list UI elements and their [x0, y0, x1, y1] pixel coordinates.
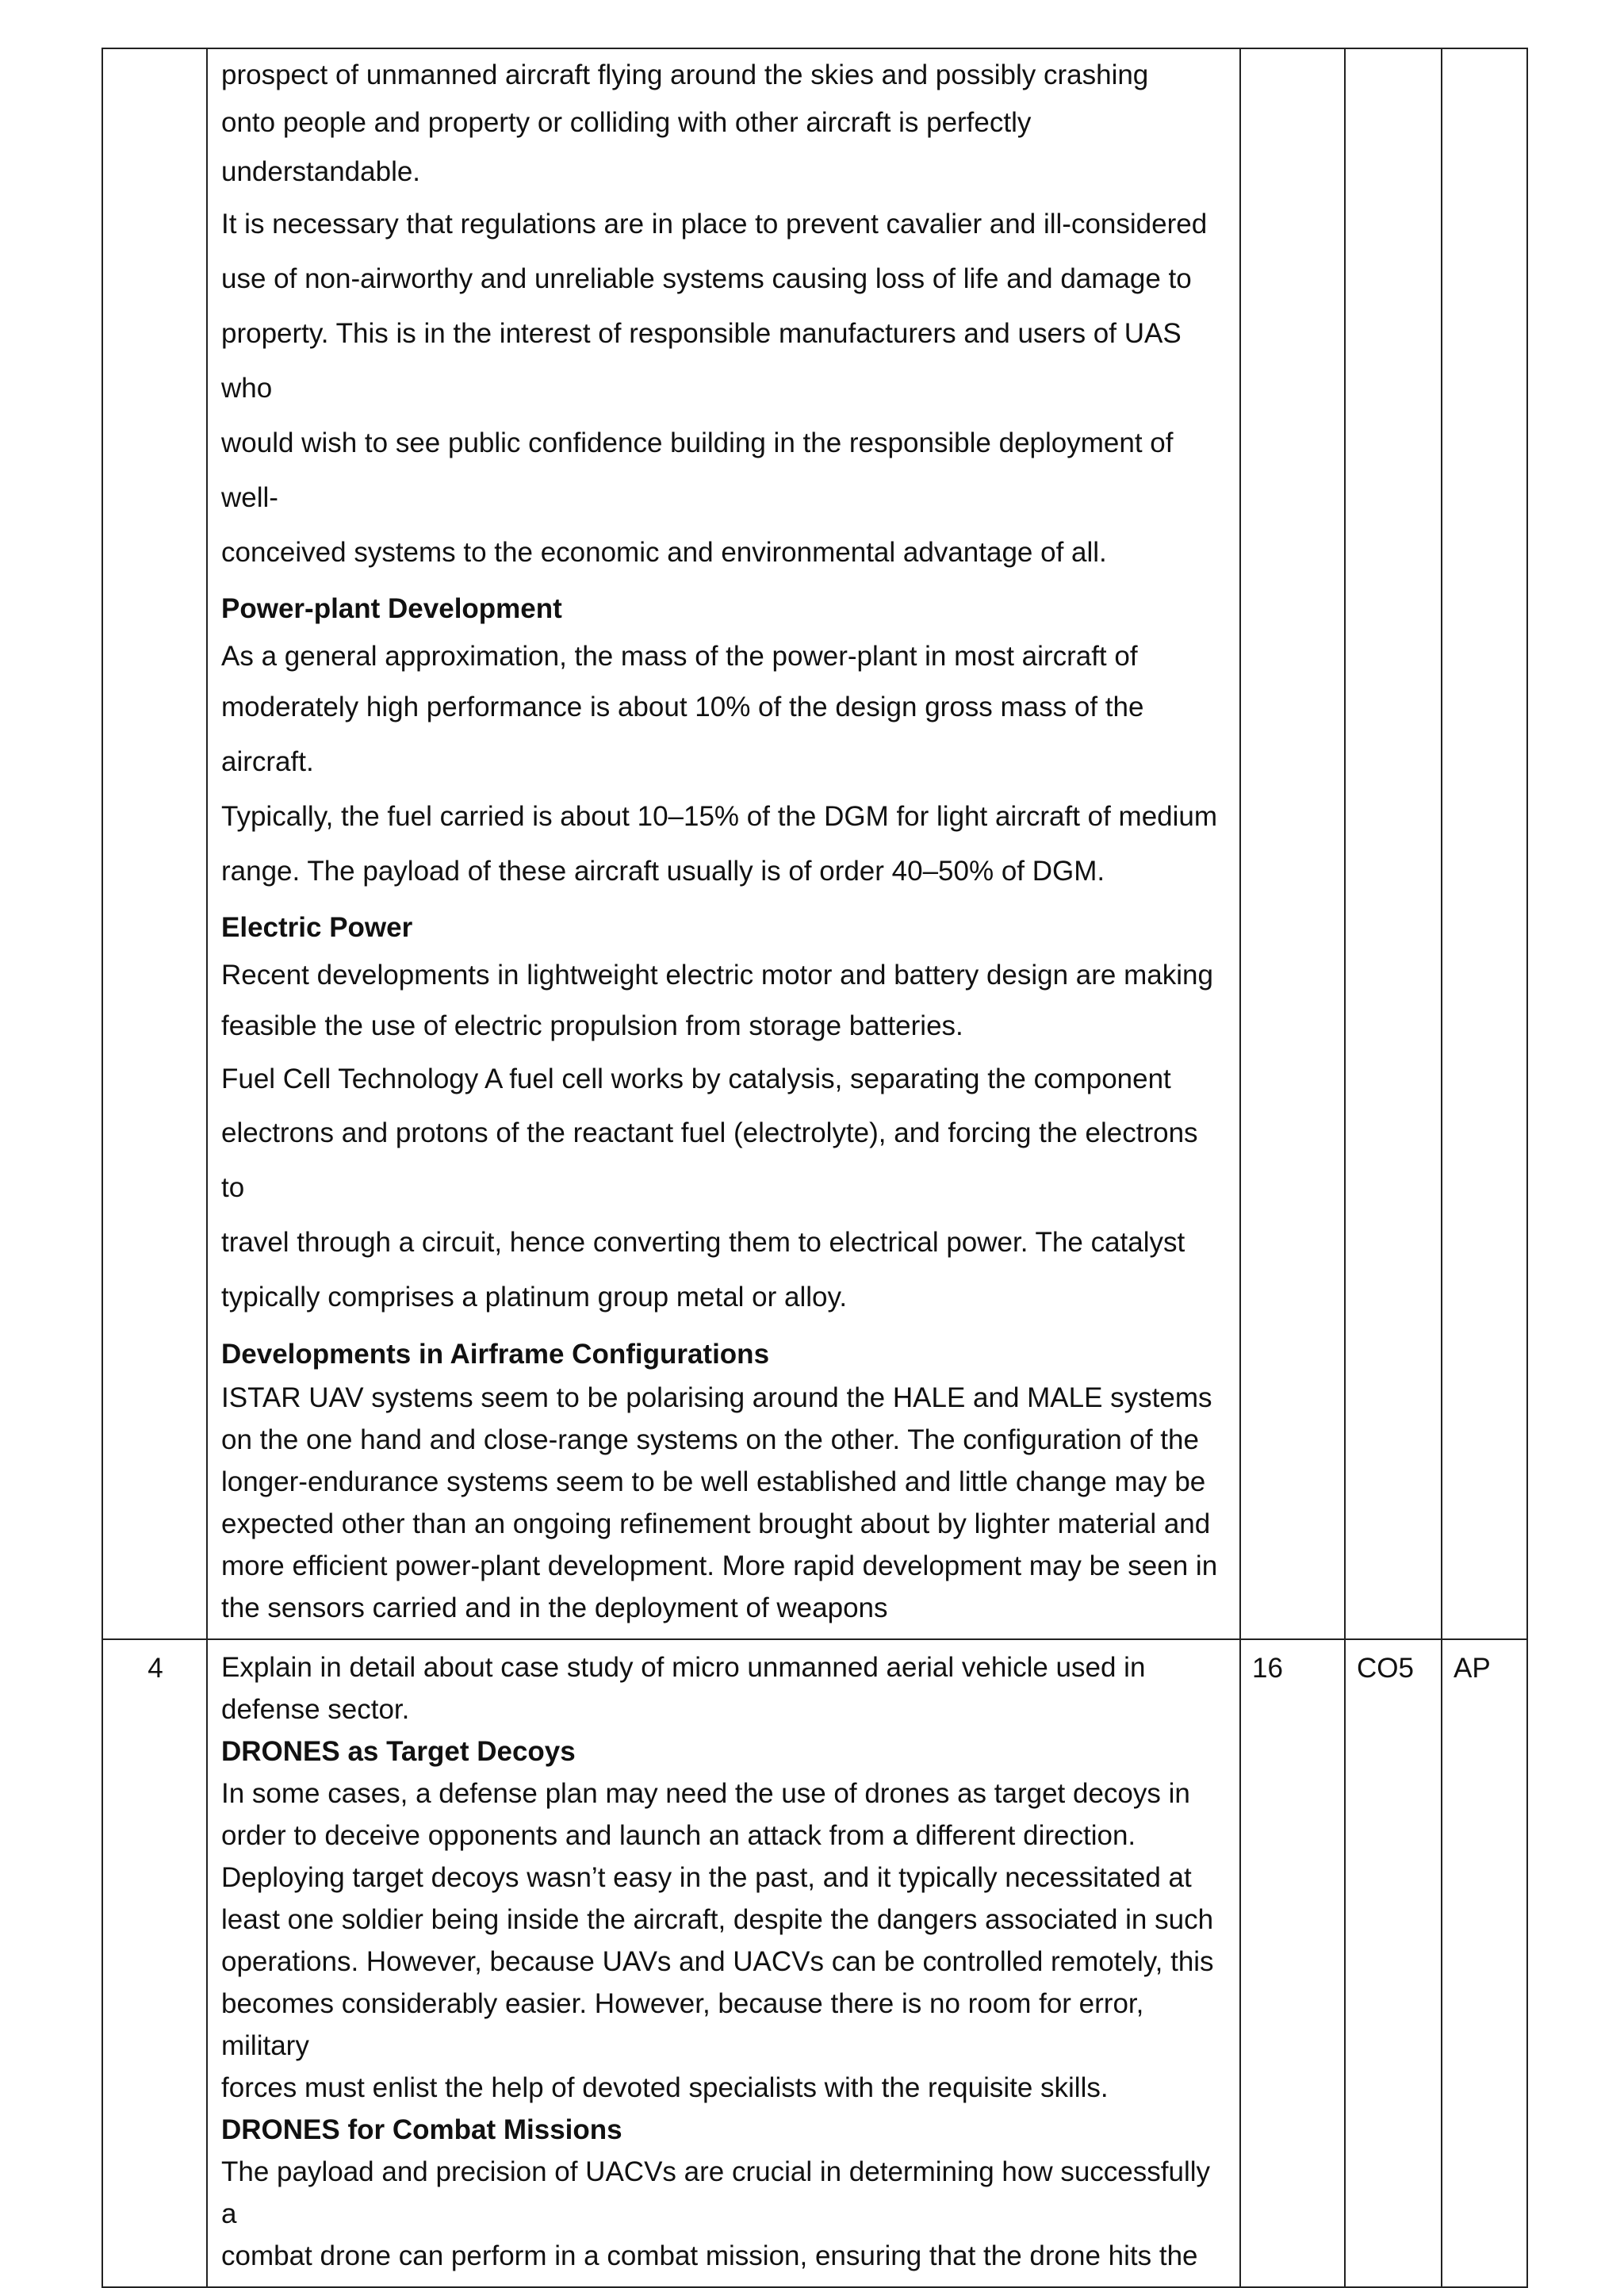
text-line: Explain in detail about case study of micro unmanned aerial vehicle used in [221, 1652, 1146, 1683]
text-line: the sensors carried and in the deployment of weapons [221, 1592, 888, 1623]
electric-power-section [221, 903, 1220, 1324]
question-number: 4 [102, 1639, 207, 2287]
combat-section [221, 2109, 1220, 2277]
text-line: Deploying target decoys wasn’t easy in the past, and it typically necessitated at [221, 1862, 1192, 1893]
text-line: order to deceive opponents and launch an attack from a different direction. [221, 1820, 1136, 1851]
section-heading: DRONES as Target Decoys [221, 1736, 576, 1767]
decoys-section [221, 1730, 1220, 2109]
text-line: expected other than an ongoing refinement brought about by lighter material and [221, 1508, 1211, 1539]
knowledge-level: AP [1442, 1639, 1527, 2287]
level-cell-empty [1442, 48, 1527, 1639]
text-line: combat drone can perform in a combat mission, ensuring that the drone hits the [221, 2240, 1198, 2271]
text-line: property. This is in the interest of responsible manufacturers and users of UAS who [221, 318, 1182, 404]
text-line: As a general approximation, the mass of the power-plant in most aircraft of [221, 641, 1138, 672]
text-line: forces must enlist the help of devoted specialists with the requisite skills. [221, 2072, 1109, 2103]
section-heading: DRONES for Combat Missions [221, 2114, 622, 2145]
table-row [102, 1639, 1527, 2287]
text-line: In some cases, a defense plan may need the use of drones as target decoys in [221, 1778, 1190, 1809]
text-line: defense sector. [221, 1694, 410, 1725]
course-outcome: CO5 [1345, 1639, 1442, 2287]
text-line: Fuel Cell Technology A fuel cell works by catalysis, separating the component [221, 1064, 1171, 1094]
text-line: on the one hand and close-range systems on the other. The configuration of the [221, 1424, 1199, 1455]
answer-cell-continued [207, 48, 1240, 1639]
text-line: It is necessary that regulations are in place to prevent cavalier and ill-considered [221, 209, 1208, 240]
text-line: becomes considerably easier. However, because there is no room for error, military [221, 1988, 1144, 2061]
question-table [102, 48, 1528, 2288]
text-line: more efficient power-plant development. More rapid development may be seen in [221, 1550, 1218, 1581]
marks-value: 16 [1240, 1639, 1345, 2287]
section-heading: Power-plant Development [221, 593, 562, 624]
text-line: Recent developments in lightweight electric motor and battery design are making [221, 960, 1213, 991]
marks-cell-empty [1240, 48, 1345, 1639]
text-line: The payload and precision of UACVs are crucial in determining how successfully a [221, 2156, 1210, 2229]
text-line: moderately high performance is about 10% of the design gross mass of the aircraft. [221, 692, 1144, 777]
intro-paragraph [221, 52, 1220, 580]
text-line: would wish to see public confidence building in the responsible deployment of well- [221, 427, 1174, 513]
text-line: typically comprises a platinum group metal or alloy. [221, 1282, 848, 1313]
text-line: prospect of unmanned aircraft flying around the skies and possibly crashing [221, 59, 1149, 90]
text-line: Typically, the fuel carried is about 10–15% of the DGM for light aircraft of medium [221, 801, 1218, 832]
text-line: range. The payload of these aircraft usually is of order 40–50% of DGM. [221, 856, 1105, 887]
text-line: onto people and property or colliding with other aircraft is perfectly understandable. [221, 107, 1032, 187]
text-line: least one soldier being inside the aircraft, despite the dangers associated in such [221, 1904, 1214, 1935]
text-line: electrons and protons of the reactant fuel (electrolyte), and forcing the electrons to [221, 1117, 1198, 1203]
airframe-section [221, 1332, 1220, 1629]
table-row [102, 48, 1527, 1639]
question-text [221, 1646, 1220, 1730]
text-line: feasible the use of electric propulsion from storage batteries. [221, 1010, 963, 1041]
text-line: operations. However, because UAVs and UACVs can be controlled remotely, this [221, 1946, 1214, 1977]
text-line: longer-endurance systems seem to be well established and little change may be [221, 1466, 1206, 1497]
text-line: use of non-airworthy and unreliable systems causing loss of life and damage to [221, 263, 1192, 294]
text-line: travel through a circuit, hence converting them to electrical power. The catalyst [221, 1227, 1185, 1258]
text-line: ISTAR UAV systems seem to be polarising around the HALE and MALE systems [221, 1382, 1212, 1413]
section-heading: Developments in Airframe Configurations [221, 1339, 770, 1370]
section-heading: Electric Power [221, 912, 413, 943]
answer-cell [207, 1639, 1240, 2287]
text-line: conceived systems to the economic and environmental advantage of all. [221, 537, 1107, 568]
co-cell-empty [1345, 48, 1442, 1639]
question-number-cell-empty [102, 48, 207, 1639]
power-plant-section [221, 584, 1220, 899]
